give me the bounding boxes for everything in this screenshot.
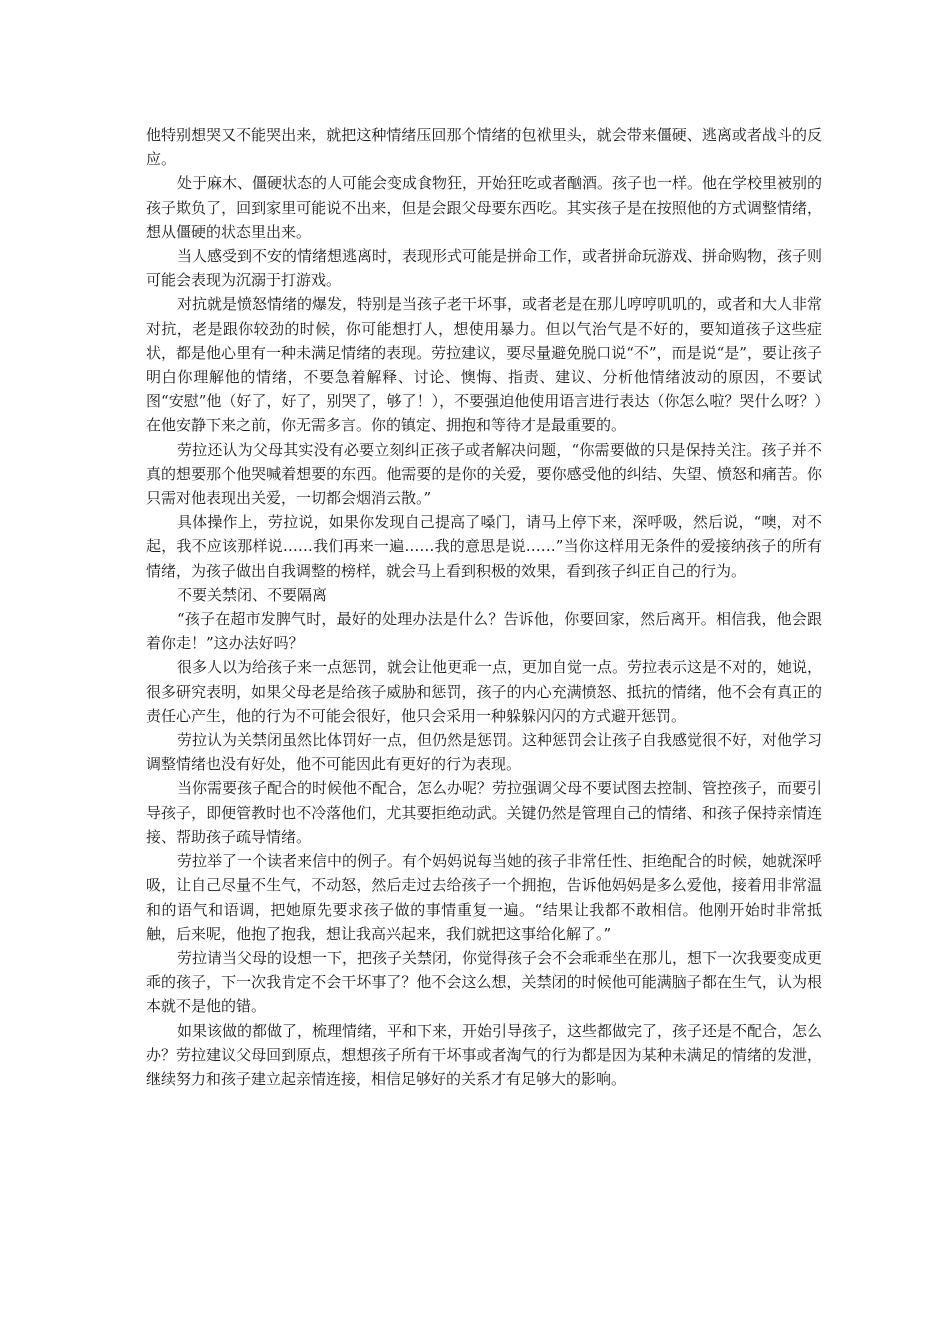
paragraph: 劳拉请当父母的设想一下，把孩子关禁闭，你觉得孩子会不会乖乖坐在那儿，想下一次我要变成更乖的孩子，下一次我肯定不会干坏事了？他不会这么想，关禁闭的时候他可能满脑子都在生气，认为根本就不是他的错。	[146, 948, 823, 1016]
paragraph: 如果该做的都做了，梳理情绪，平和下来，开始引导孩子，这些都做完了，孩子还是不配合，怎么办？劳拉建议父母回到原点，想想孩子所有干坏事或者淘气的行为都是因为某种未满足的情绪的发泄，继续努力和孩子建立起亲情连接，相信足够好的关系才有足够大的影响。	[146, 1021, 823, 1088]
paragraph: 很多人以为给孩子来一点惩罚，就会让他更乖一点，更加自觉一点。劳拉表示这是不对的，她说，很多研究表明，如果父母老是给孩子威胁和惩罚，孩子的内心充满愤怒、抵抗的情绪，他不会有真正的责任心产生，他的行为不可能会很好，他只会采用一种躲躲闪闪的方式避开惩罚。	[146, 658, 823, 725]
paragraph: 对抗就是愤怒情绪的爆发，特别是当孩子老干坏事，或者老是在那儿哼哼叽叽的，或者和大人非常对抗，老是跟你较劲的时候，你可能想打人，想使用暴力。但以气治气是不好的，要知道孩子这些症状，都是他心里有一种未满足情绪的表现。劳拉建议，要尽量避免脱口说“不”，而是说“是”，要让孩子明白你理解他的情绪，不要急着解释、讨论、懊悔、指责、建议、分析他情绪波动的原因，不要试图“安慰”他（好了，好了，别哭了，够了！），不要强迫他使用语言进行表达（你怎么啦？哭什么呀？）在他安静下来之前，你无需多言。你的镇定、拥抱和等待才是最重要的。	[146, 295, 823, 435]
paragraph: 当人感受到不安的情绪想逃离时，表现形式可能是拼命工作，或者拼命玩游戏、拼命购物，孩子则可能会表现为沉溺于打游戏。	[146, 247, 823, 290]
paragraph: 他特别想哭又不能哭出来，就把这种情绪压回那个情绪的包袱里头，就会带来僵硬、逃离或者战斗的反应。	[146, 126, 822, 169]
paragraph: 劳拉举了一个读者来信中的例子。有个妈妈说每当她的孩子非常任性、拒绝配合的时候，她就深呼吸，让自己尽量不生气，不动怒，然后走过去给孩子一个拥抱，告诉他妈妈是多么爱他，接着用非常温和的语气和语调，把她原先要求孩子做的事情重复一遍。“结果让我都不敢相信。他刚开始时非常抵触，后来呢，他抱了抱我，想让我高兴起来，我们就把这事给化解了。”	[146, 852, 823, 943]
paragraph: 当你需要孩子配合的时候他不配合，怎么办呢？劳拉强调父母不要试图去控制、管控孩子，而要引导孩子，即便管教时也不冷落他们，尤其要拒绝动武。关键仍然是管理自己的情绪、和孩子保持亲情连接、帮助孩子疏导情绪。	[146, 779, 823, 846]
section-heading: 不要关禁闭、不要隔离	[177, 585, 328, 604]
paragraph: 处于麻木、僵硬状态的人可能会变成食物狂，开始狂吃或者酗酒。孩子也一样。他在学校里被别的孩子欺负了，回到家里可能说不出来，但是会跟父母要东西吃。其实孩子是在按照他的方式调整情绪，想从僵硬的状态里出来。	[146, 174, 823, 241]
article-body	[146, 123, 822, 1091]
paragraph: 劳拉认为关禁闭虽然比体罚好一点，但仍然是惩罚。这种惩罚会让孩子自我感觉很不好，对他学习调整情绪也没有好处，他不可能因此有更好的行为表现。	[146, 731, 823, 774]
paragraph: 具体操作上，劳拉说，如果你发现自己提高了嗓门，请马上停下来，深呼吸，然后说，“噢，对不起，我不应该那样说……我们再来一遍……我的意思是说……”当你这样用无条件的爱接纳孩子的所有情绪，为孩子做出自我调整的榜样，就会马上看到积极的效果，看到孩子纠正自己的行为。	[146, 513, 822, 580]
paragraph: “孩子在超市发脾气时，最好的处理办法是什么？告诉他，你要回家，然后离开。相信我，他会跟着你走！”这办法好吗？	[146, 610, 822, 653]
paragraph: 劳拉还认为父母其实没有必要立刻纠正孩子或者解决问题，“你需要做的只是保持关注。孩子并不真的想要那个他哭喊着想要的东西。他需要的是你的关爱，要你感受他的纠结、失望、愤怒和痛苦。你只需对他表现出关爱，一切都会烟消云散。”	[146, 440, 822, 508]
